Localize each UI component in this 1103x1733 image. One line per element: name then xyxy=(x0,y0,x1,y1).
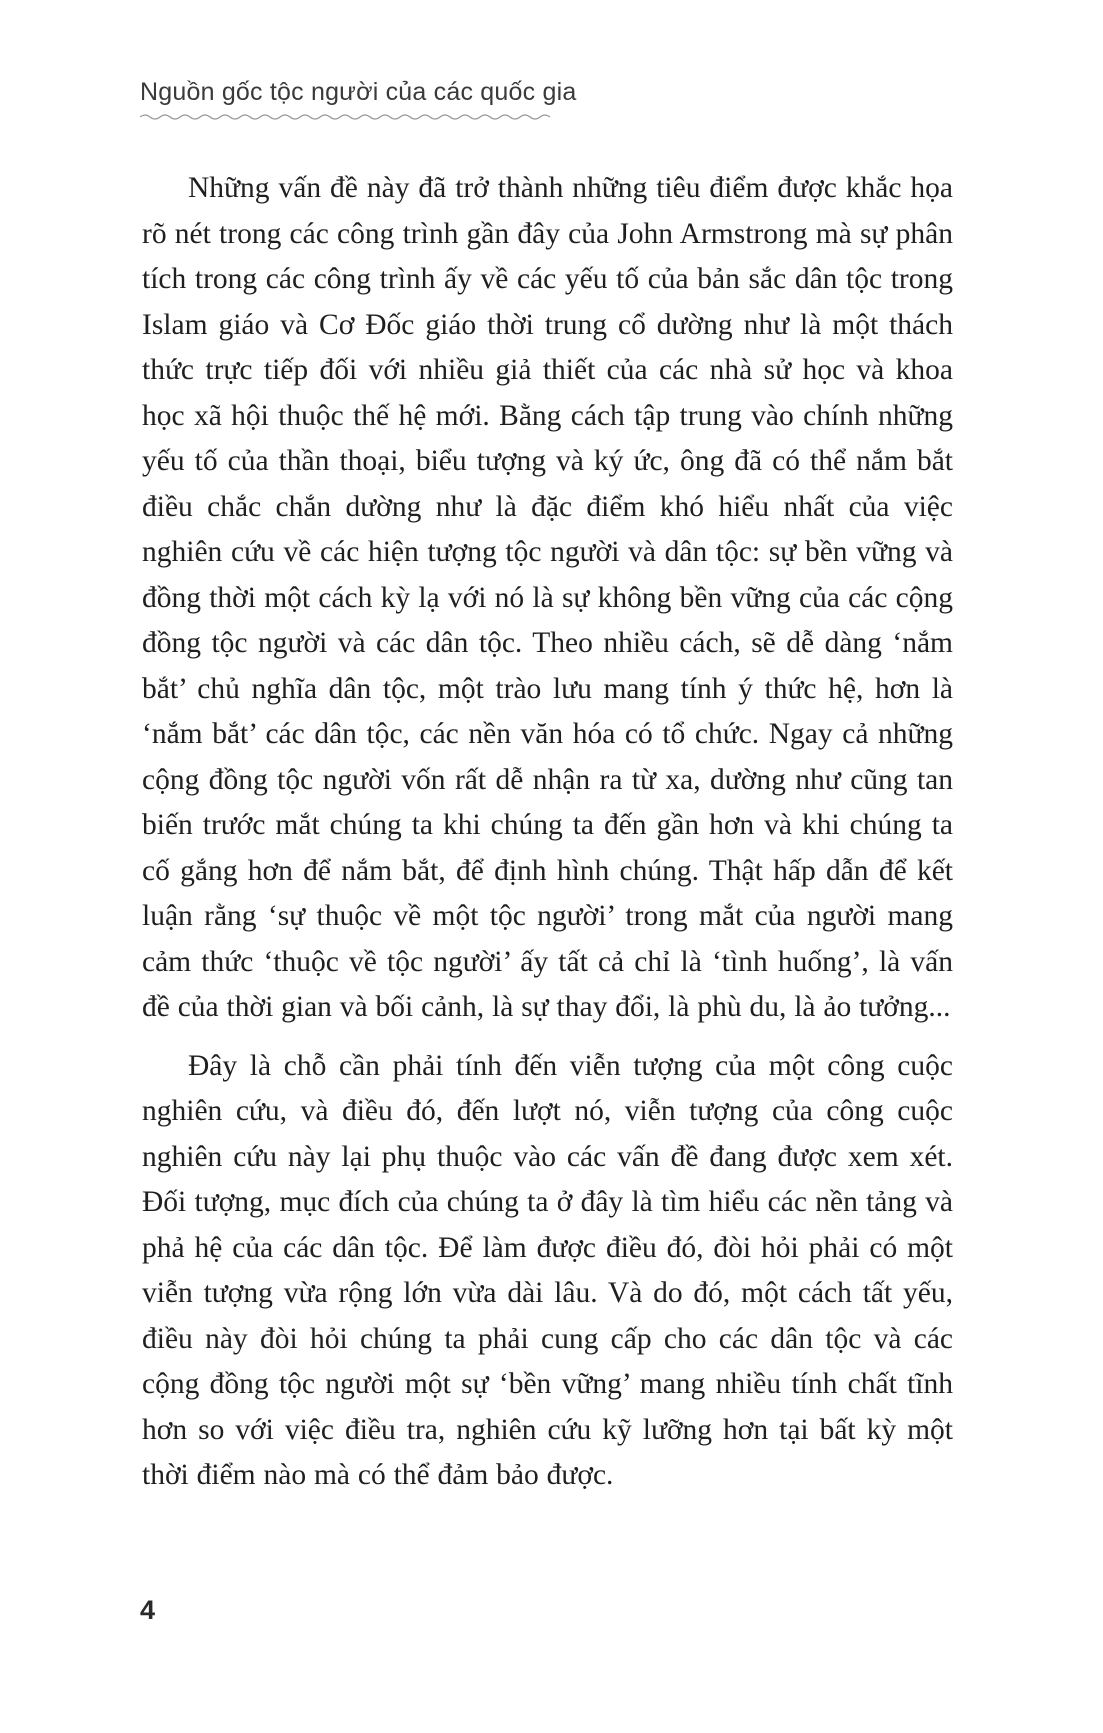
paragraph: Đây là chỗ cần phải tính đến viễn tượng của một công cuộc nghiên cứu, và điều đó, đến lượt nó, viễn tượng của công cuộc nghiên cứu này lại phụ thuộc vào các vấn đề đang được xem xét. Đối tượng, mục đích của chúng ta ở đây là tìm hiểu các nền tảng và phả hệ của các dân tộc. Để làm được điều đó, đòi hỏi phải có một viễn tượng vừa rộng lớn vừa dài lâu. Và do đó, một cách tất yếu, điều này đòi hỏi chúng ta phải cung cấp cho các dân tộc và các cộng đồng tộc người một sự ‘bền vững’ mang nhiều tính chất tĩnh hơn so với việc điều tra, nghiên cứu kỹ lưỡng hơn tại bất kỳ một thời điểm nào mà có thể đảm bảo được. xyxy=(142,1049,953,1491)
header-wavy-underline xyxy=(140,113,550,121)
paragraph: Những vấn đề này đã trở thành những tiêu điểm được khắc họa rõ nét trong các công trình gần đây của John Armstrong mà sự phân tích trong các công trình ấy về các yếu tố của bản sắc dân tộc trong Islam giáo và Cơ Đốc giáo thời trung cổ dường như là một thách thức trực tiếp đối với nhiều giả thiết của các nhà sử học và khoa học xã hội thuộc thế hệ mới. Bằng cách tập trung vào chính những yếu tố của thần thoại, biểu tượng và ký ức, ông đã có thể nắm bắt điều chắc chắn dường như là đặc điểm khó hiểu nhất của việc nghiên cứu về các hiện tượng tộc người và dân tộc: sự bền vững và đồng thời một cách kỳ lạ với nó là sự không bền vững của các cộng đồng tộc người và các dân tộc. Theo nhiều cách, sẽ dễ dàng ‘nắm bắt’ chủ nghĩa dân tộc, một trào lưu mang tính ý thức hệ, hơn là ‘nắm bắt’ các dân tộc, các nền văn hóa có tổ chức. Ngay cả những cộng đồng tộc người vốn rất dễ nhận ra từ xa, dường như cũng tan biến trước mắt chúng ta khi chúng ta đến gần hơn và khi chúng ta cố gắng hơn để nắm bắt, để định hình chúng. Thật hấp dẫn để kết luận rằng ‘sự thuộc về một tộc người’ trong mắt của người mang cảm thức ‘thuộc về tộc người’ ấy tất cả chỉ là ‘tình huống’, là vấn đề của thời gian và bối cảnh, là sự thay đổi, là phù du, là ảo tưởng... xyxy=(142,172,953,1023)
running-header-title: Nguồn gốc tộc người của các quốc gia xyxy=(140,78,577,106)
body-text xyxy=(142,166,953,1499)
page-number: 4 xyxy=(140,1595,156,1625)
